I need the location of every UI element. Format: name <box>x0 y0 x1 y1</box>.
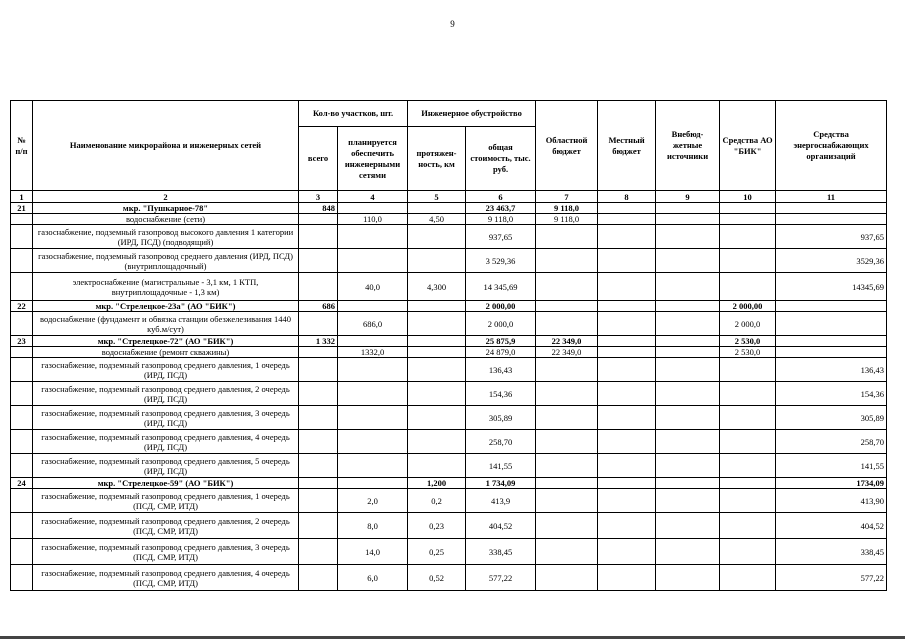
cell-num: 23 <box>11 336 33 347</box>
cell-num <box>11 273 33 301</box>
cell-energy: 305,89 <box>776 406 887 430</box>
table-row <box>11 347 887 358</box>
cell-num <box>11 312 33 336</box>
page-number: 9 <box>450 19 455 29</box>
cell-energy: 141,55 <box>776 454 887 478</box>
cell-local <box>598 336 656 347</box>
cell-planned: 2,0 <box>338 489 408 513</box>
cell-length <box>408 358 466 382</box>
cell-num: 22 <box>11 301 33 312</box>
cell-planned: 110,0 <box>338 214 408 225</box>
cell-local <box>598 489 656 513</box>
cell-bik <box>720 382 776 406</box>
cell-offbudget <box>656 273 720 301</box>
cell-offbudget <box>656 203 720 214</box>
column-number-cell: 11 <box>776 191 887 203</box>
cell-energy: 3529,36 <box>776 249 887 273</box>
infrastructure-table <box>10 100 887 591</box>
column-number-cell: 6 <box>466 191 536 203</box>
header-cost: общая стоимость, тыс. руб. <box>466 127 536 191</box>
cell-num <box>11 565 33 591</box>
cell-name: газоснабжение, подземный газопровод среднего давления, 1 очередь (ПСД, СМР, ИТД) <box>33 489 299 513</box>
cell-planned: 1332,0 <box>338 347 408 358</box>
cell-num <box>11 513 33 539</box>
cell-regional: 22 349,0 <box>536 347 598 358</box>
cell-regional: 9 118,0 <box>536 214 598 225</box>
column-number-cell: 10 <box>720 191 776 203</box>
header-name: Наименование микрорайона и инженерных сетей <box>33 101 299 191</box>
cell-total <box>299 358 338 382</box>
cell-regional <box>536 513 598 539</box>
column-number-cell: 7 <box>536 191 598 203</box>
cell-cost: 154,36 <box>466 382 536 406</box>
cell-regional <box>536 539 598 565</box>
cell-local <box>598 430 656 454</box>
cell-length: 0,2 <box>408 489 466 513</box>
cell-offbudget <box>656 301 720 312</box>
cell-total <box>299 312 338 336</box>
cell-cost: 404,52 <box>466 513 536 539</box>
cell-total <box>299 454 338 478</box>
cell-name: водоснабжение (ремонт скважины) <box>33 347 299 358</box>
cell-total <box>299 225 338 249</box>
table-row <box>11 273 887 301</box>
cell-cost: 136,43 <box>466 358 536 382</box>
header-planned: планируется обеспечить инженерными сетями <box>338 127 408 191</box>
cell-length <box>408 225 466 249</box>
cell-regional <box>536 358 598 382</box>
cell-name: водоснабжение (сети) <box>33 214 299 225</box>
header-engineering-group: Инженерное обустройство <box>408 101 536 127</box>
column-number-cell: 4 <box>338 191 408 203</box>
cell-local <box>598 203 656 214</box>
cell-energy: 413,90 <box>776 489 887 513</box>
cell-length: 0,52 <box>408 565 466 591</box>
cell-planned: 8,0 <box>338 513 408 539</box>
cell-name: мкр. "Пушкарное-78" <box>33 203 299 214</box>
cell-local <box>598 406 656 430</box>
cell-planned <box>338 203 408 214</box>
cell-regional <box>536 478 598 489</box>
cell-offbudget <box>656 539 720 565</box>
header-total: всего <box>299 127 338 191</box>
cell-planned <box>338 301 408 312</box>
cell-length <box>408 203 466 214</box>
cell-total: 848 <box>299 203 338 214</box>
cell-offbudget <box>656 565 720 591</box>
cell-offbudget <box>656 214 720 225</box>
cell-local <box>598 513 656 539</box>
cell-total <box>299 347 338 358</box>
cell-local <box>598 539 656 565</box>
cell-energy: 14345,69 <box>776 273 887 301</box>
table-row <box>11 565 887 591</box>
cell-offbudget <box>656 513 720 539</box>
table-group-row <box>11 301 887 312</box>
cell-local <box>598 382 656 406</box>
cell-bik: 2 000,00 <box>720 301 776 312</box>
cell-planned <box>338 358 408 382</box>
cell-total <box>299 489 338 513</box>
cell-local <box>598 214 656 225</box>
cell-name: газоснабжение, подземный газопровод среднего давления, 2 очередь (ИРД, ПСД) <box>33 382 299 406</box>
cell-cost: 9 118,0 <box>466 214 536 225</box>
table-group-row <box>11 203 887 214</box>
cell-length <box>408 454 466 478</box>
cell-energy: 136,43 <box>776 358 887 382</box>
cell-total <box>299 406 338 430</box>
table-row <box>11 225 887 249</box>
cell-total <box>299 249 338 273</box>
cell-energy <box>776 312 887 336</box>
cell-regional <box>536 312 598 336</box>
cell-energy <box>776 336 887 347</box>
cell-cost: 413,9 <box>466 489 536 513</box>
table-group-row <box>11 336 887 347</box>
cell-name: мкр. "Стрелецкое-23а" (АО "БИК") <box>33 301 299 312</box>
cell-length <box>408 347 466 358</box>
cell-total <box>299 430 338 454</box>
table-row <box>11 249 887 273</box>
cell-offbudget <box>656 249 720 273</box>
cell-total: 1 332 <box>299 336 338 347</box>
cell-num <box>11 347 33 358</box>
cell-bik <box>720 225 776 249</box>
cell-planned <box>338 454 408 478</box>
table-row <box>11 513 887 539</box>
cell-energy: 404,52 <box>776 513 887 539</box>
cell-name: газоснабжение, подземный газопровод среднего давления, 4 очередь (ИРД, ПСД) <box>33 430 299 454</box>
cell-planned <box>338 249 408 273</box>
cell-energy <box>776 203 887 214</box>
cell-num <box>11 382 33 406</box>
cell-energy: 154,36 <box>776 382 887 406</box>
column-number-row <box>11 191 887 203</box>
cell-num <box>11 539 33 565</box>
table-body <box>11 203 887 591</box>
cell-name: газоснабжение, подземный газопровод среднего давления, 3 очередь (ПСД, СМР, ИТД) <box>33 539 299 565</box>
cell-offbudget <box>656 478 720 489</box>
cell-length: 4,50 <box>408 214 466 225</box>
cell-energy: 258,70 <box>776 430 887 454</box>
cell-num <box>11 489 33 513</box>
cell-cost: 23 463,7 <box>466 203 536 214</box>
column-number-cell: 8 <box>598 191 656 203</box>
cell-offbudget <box>656 382 720 406</box>
cell-regional <box>536 489 598 513</box>
cell-cost: 258,70 <box>466 430 536 454</box>
cell-planned: 40,0 <box>338 273 408 301</box>
table-row <box>11 430 887 454</box>
cell-name: газоснабжение, подземный газопровод среднего давления, 5 очередь (ИРД, ПСД) <box>33 454 299 478</box>
cell-total: 686 <box>299 301 338 312</box>
cell-energy: 338,45 <box>776 539 887 565</box>
cell-length <box>408 430 466 454</box>
cell-total <box>299 478 338 489</box>
table-group-row <box>11 478 887 489</box>
cell-local <box>598 273 656 301</box>
cell-length: 0,25 <box>408 539 466 565</box>
cell-regional <box>536 249 598 273</box>
cell-cost: 937,65 <box>466 225 536 249</box>
table-row <box>11 539 887 565</box>
cell-length: 0,23 <box>408 513 466 539</box>
cell-bik <box>720 430 776 454</box>
cell-bik: 2 530,0 <box>720 336 776 347</box>
cell-total <box>299 513 338 539</box>
cell-regional <box>536 273 598 301</box>
cell-length <box>408 406 466 430</box>
cell-name: водоснабжение (фундамент и обвязка станции обезжелезивания 1440 куб.м/сут) <box>33 312 299 336</box>
table-row <box>11 406 887 430</box>
cell-length <box>408 382 466 406</box>
cell-offbudget <box>656 454 720 478</box>
cell-num <box>11 406 33 430</box>
cell-name: газоснабжение, подземный газопровод среднего давления, 3 очередь (ИРД, ПСД) <box>33 406 299 430</box>
cell-planned: 14,0 <box>338 539 408 565</box>
cell-bik <box>720 358 776 382</box>
cell-cost: 338,45 <box>466 539 536 565</box>
cell-regional <box>536 454 598 478</box>
cell-length <box>408 249 466 273</box>
cell-bik <box>720 214 776 225</box>
cell-name: газоснабжение, подземный газопровод высокого давления 1 категории (ИРД, ПСД) (подводящий) <box>33 225 299 249</box>
cell-bik <box>720 273 776 301</box>
cell-name: мкр. "Стрелецкое-59" (АО "БИК") <box>33 478 299 489</box>
cell-total <box>299 565 338 591</box>
cell-offbudget <box>656 489 720 513</box>
cell-regional <box>536 430 598 454</box>
cell-local <box>598 225 656 249</box>
cell-planned <box>338 336 408 347</box>
cell-local <box>598 565 656 591</box>
cell-bik <box>720 249 776 273</box>
cell-total <box>299 273 338 301</box>
cell-regional <box>536 301 598 312</box>
cell-cost: 3 529,36 <box>466 249 536 273</box>
cell-bik <box>720 203 776 214</box>
cell-name: газоснабжение, подземный газопровод среднего давления, 1 очередь (ИРД, ПСД) <box>33 358 299 382</box>
cell-num <box>11 214 33 225</box>
cell-local <box>598 454 656 478</box>
cell-cost: 1 734,09 <box>466 478 536 489</box>
cell-name: мкр. "Стрелецкое-72" (АО "БИК") <box>33 336 299 347</box>
cell-offbudget <box>656 406 720 430</box>
cell-bik: 2 530,0 <box>720 347 776 358</box>
table-row <box>11 454 887 478</box>
cell-name: газоснабжение, подземный газопровод среднего давления (ИРД, ПСД) (внутриплощадочный) <box>33 249 299 273</box>
cell-bik <box>720 454 776 478</box>
cell-offbudget <box>656 347 720 358</box>
cell-bik <box>720 478 776 489</box>
cell-total <box>299 382 338 406</box>
cell-cost: 577,22 <box>466 565 536 591</box>
cell-num <box>11 225 33 249</box>
cell-length: 4,300 <box>408 273 466 301</box>
table-row <box>11 312 887 336</box>
cell-length: 1,200 <box>408 478 466 489</box>
cell-bik <box>720 513 776 539</box>
cell-planned <box>338 478 408 489</box>
cell-energy <box>776 301 887 312</box>
cell-num: 21 <box>11 203 33 214</box>
cell-bik: 2 000,0 <box>720 312 776 336</box>
cell-cost: 2 000,0 <box>466 312 536 336</box>
cell-length <box>408 301 466 312</box>
cell-regional <box>536 382 598 406</box>
table-row <box>11 358 887 382</box>
cell-planned <box>338 430 408 454</box>
cell-regional: 9 118,0 <box>536 203 598 214</box>
cell-local <box>598 312 656 336</box>
cell-name: газоснабжение, подземный газопровод среднего давления, 2 очередь (ПСД, СМР, ИТД) <box>33 513 299 539</box>
cell-energy: 577,22 <box>776 565 887 591</box>
cell-regional <box>536 565 598 591</box>
cell-planned: 6,0 <box>338 565 408 591</box>
cell-cost: 14 345,69 <box>466 273 536 301</box>
cell-num <box>11 454 33 478</box>
column-number-cell: 9 <box>656 191 720 203</box>
cell-local <box>598 301 656 312</box>
cell-planned <box>338 225 408 249</box>
header-bik-funds: Средства АО "БИК" <box>720 101 776 191</box>
cell-planned <box>338 382 408 406</box>
cell-energy: 1734,09 <box>776 478 887 489</box>
cell-name: электроснабжение (магистральные - 3,1 км, 1 КТП, внутриплощадочные - 1,3 км) <box>33 273 299 301</box>
cell-regional: 22 349,0 <box>536 336 598 347</box>
header-length: протяжен-ность, км <box>408 127 466 191</box>
column-number-cell: 2 <box>33 191 299 203</box>
cell-local <box>598 347 656 358</box>
column-number-cell: 1 <box>11 191 33 203</box>
table-row <box>11 489 887 513</box>
cell-energy <box>776 347 887 358</box>
cell-regional <box>536 225 598 249</box>
cell-total <box>299 539 338 565</box>
cell-energy <box>776 214 887 225</box>
cell-bik <box>720 539 776 565</box>
header-energy-funds: Средства энергоснабжающих организаций <box>776 101 887 191</box>
cell-offbudget <box>656 430 720 454</box>
cell-planned <box>338 406 408 430</box>
cell-cost: 305,89 <box>466 406 536 430</box>
page-bottom-edge <box>0 636 905 639</box>
table-row <box>11 214 887 225</box>
cell-offbudget <box>656 312 720 336</box>
cell-total <box>299 214 338 225</box>
header-regional-budget: Областной бюджет <box>536 101 598 191</box>
cell-length <box>408 312 466 336</box>
cell-num: 24 <box>11 478 33 489</box>
cell-num <box>11 249 33 273</box>
table-row <box>11 382 887 406</box>
cell-local <box>598 249 656 273</box>
cell-num <box>11 358 33 382</box>
header-num: № п/п <box>11 101 33 191</box>
column-number-cell: 5 <box>408 191 466 203</box>
header-offbudget: Внебюд-жетные источники <box>656 101 720 191</box>
cell-bik <box>720 406 776 430</box>
header-plots-group: Кол-во участков, шт. <box>299 101 408 127</box>
cell-local <box>598 358 656 382</box>
cell-local <box>598 478 656 489</box>
cell-bik <box>720 565 776 591</box>
cell-length <box>408 336 466 347</box>
cell-cost: 2 000,00 <box>466 301 536 312</box>
cell-cost: 25 875,9 <box>466 336 536 347</box>
cell-offbudget <box>656 336 720 347</box>
cell-cost: 24 879,0 <box>466 347 536 358</box>
cell-num <box>11 430 33 454</box>
column-number-cell: 3 <box>299 191 338 203</box>
cell-bik <box>720 489 776 513</box>
cell-offbudget <box>656 225 720 249</box>
cell-planned: 686,0 <box>338 312 408 336</box>
cell-cost: 141,55 <box>466 454 536 478</box>
cell-energy: 937,65 <box>776 225 887 249</box>
header-local-budget: Местный бюджет <box>598 101 656 191</box>
cell-offbudget <box>656 358 720 382</box>
cell-regional <box>536 406 598 430</box>
cell-name: газоснабжение, подземный газопровод среднего давления, 4 очередь (ПСД, СМР, ИТД) <box>33 565 299 591</box>
